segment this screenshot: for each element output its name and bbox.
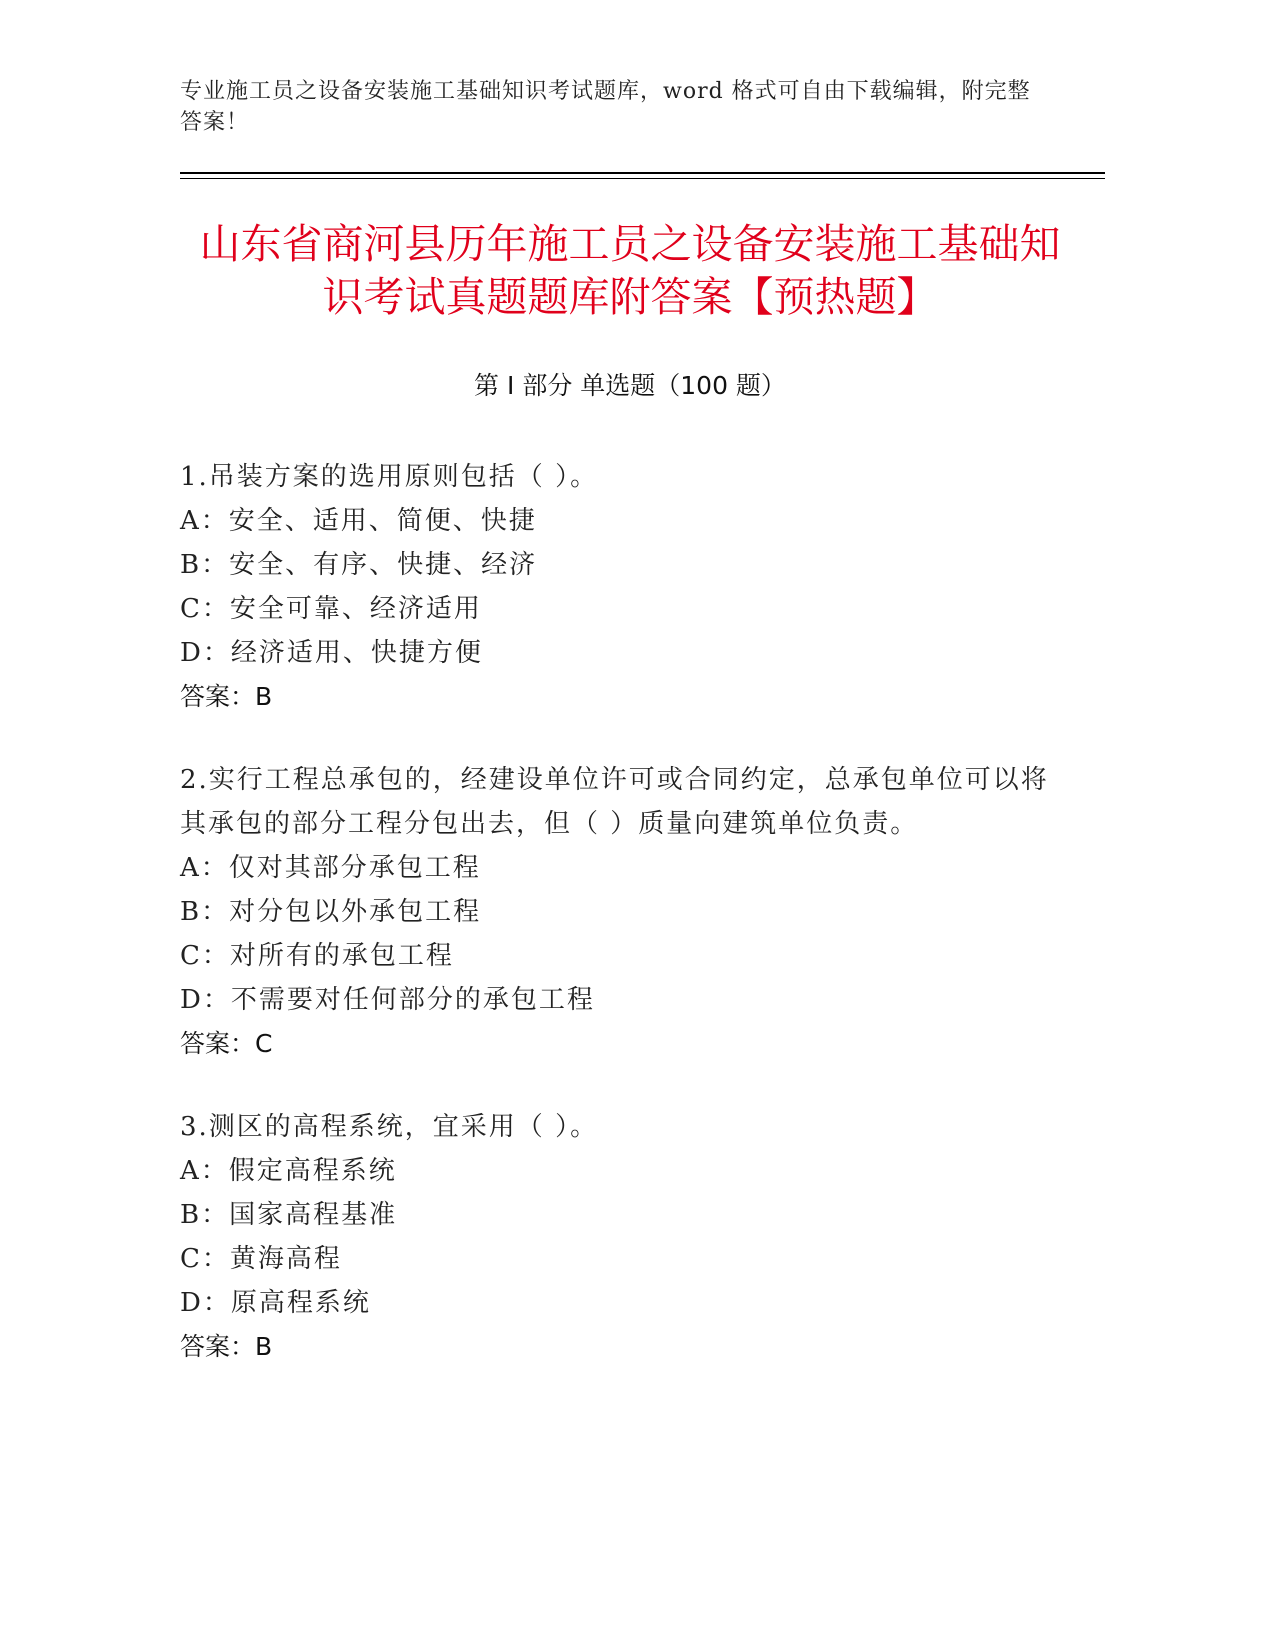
answer: 答案：C — [180, 1029, 273, 1058]
section-heading: 第 I 部分 单选题（100 题） — [474, 371, 786, 400]
header-divider-thin — [180, 178, 1105, 179]
question-stem: 3.测区的高程系统，宜采用（ ）。 — [180, 1112, 599, 1142]
question-stem: 2.实行工程总承包的，经建设单位许可或合同约定，总承包单位可以将其承包的部分工程分包出去，但（ ）质量向建筑单位负责。 — [180, 765, 1049, 839]
option-d: D：经济适用、快捷方便 — [180, 638, 483, 668]
option-a: A：安全、适用、简便、快捷 — [180, 506, 537, 536]
option-b: B：对分包以外承包工程 — [180, 897, 482, 927]
option-b: B：国家高程基准 — [180, 1200, 398, 1230]
question-stem: 1.吊装方案的选用原则包括（ ）。 — [180, 462, 599, 492]
header-divider-thick — [180, 172, 1105, 174]
header-note: 专业施工员之设备安装施工基础知识考试题库，word 格式可自由下载编辑，附完整答案！ — [180, 79, 1031, 135]
option-c: C：安全可靠、经济适用 — [180, 594, 482, 624]
option-d: D：原高程系统 — [180, 1288, 371, 1318]
option-a: A：假定高程系统 — [180, 1156, 397, 1186]
document-title: 山东省商河县历年施工员之设备安装施工基础知识考试真题题库附答案【预热题】 — [199, 220, 1061, 321]
option-c: C：对所有的承包工程 — [180, 941, 454, 971]
option-b: B：安全、有序、快捷、经济 — [180, 550, 538, 580]
answer: 答案：B — [180, 1332, 273, 1361]
question-1 — [180, 455, 1060, 719]
option-d: D：不需要对任何部分的承包工程 — [180, 985, 595, 1015]
answer: 答案：B — [180, 682, 273, 711]
question-2 — [180, 758, 1060, 1066]
question-list — [180, 455, 1060, 1408]
option-c: C：黄海高程 — [180, 1244, 342, 1274]
question-3 — [180, 1105, 1060, 1369]
option-a: A：仅对其部分承包工程 — [180, 853, 481, 883]
